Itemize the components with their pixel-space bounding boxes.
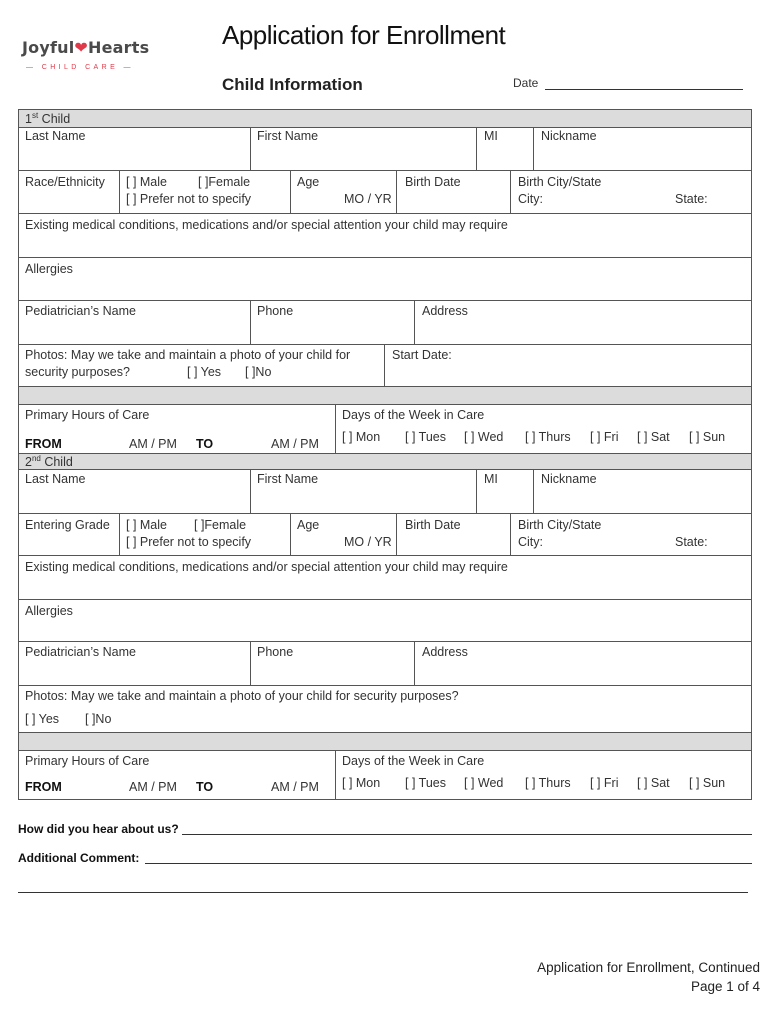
male-checkbox[interactable]: [ ] Male xyxy=(126,518,167,532)
birth-city-state-label: Birth City/State xyxy=(518,518,602,532)
section-title: Child Information xyxy=(222,75,363,94)
tues-checkbox[interactable]: [ ] Tues xyxy=(405,776,446,790)
photos-no-checkbox[interactable]: [ ]No xyxy=(85,712,112,726)
nickname-label: Nickname xyxy=(541,129,597,143)
birth-city-state-cell[interactable] xyxy=(510,514,751,555)
child1-name-row xyxy=(19,128,751,171)
page-number: Page 1 of 4 xyxy=(690,979,760,994)
child2-pediatrician-row xyxy=(19,642,751,686)
prefer-not-checkbox[interactable]: [ ] Prefer not to specify xyxy=(126,535,252,549)
child2-heading-row xyxy=(19,454,751,470)
start-date-cell[interactable] xyxy=(384,345,751,386)
address-label: Address xyxy=(422,645,468,659)
photos-no-checkbox[interactable]: [ ]No xyxy=(245,365,272,379)
thurs-checkbox[interactable]: [ ] Thurs xyxy=(525,776,571,790)
from-ampm[interactable]: AM / PM xyxy=(129,780,177,794)
from-ampm[interactable]: AM / PM xyxy=(129,437,177,451)
enrollment-form xyxy=(18,109,752,800)
from-label: FROM xyxy=(25,437,62,451)
male-checkbox[interactable]: [ ] Male xyxy=(126,175,167,189)
allergies-label: Allergies xyxy=(25,604,73,618)
birth-city-state-cell[interactable] xyxy=(510,171,751,213)
child2-medical-row[interactable] xyxy=(19,556,751,600)
child2-heading: 2nd Child xyxy=(25,454,73,470)
state-label: State: xyxy=(675,535,708,549)
address-cell[interactable] xyxy=(414,642,751,685)
mon-checkbox[interactable]: [ ] Mon xyxy=(342,430,381,444)
date-label: Date xyxy=(513,76,539,90)
photos-question-cont: security purposes? xyxy=(25,365,130,379)
photos-yes-checkbox[interactable]: [ ] Yes xyxy=(187,365,222,379)
thurs-checkbox[interactable]: [ ] Thurs xyxy=(525,430,571,444)
hear-about-label: How did you hear about us? xyxy=(18,822,179,836)
footer-continued: Application for Enrollment, Continued xyxy=(537,960,760,975)
female-checkbox[interactable]: [ ]Female xyxy=(194,518,247,532)
child2-name-row xyxy=(19,470,751,514)
child1-hours-row xyxy=(19,405,751,454)
fri-checkbox[interactable]: [ ] Fri xyxy=(590,776,619,790)
logo-name-part1: Joyful xyxy=(22,38,75,57)
birth-date-label: Birth Date xyxy=(405,175,461,189)
nickname-cell[interactable] xyxy=(533,470,751,513)
logo-name xyxy=(22,38,149,57)
phone-label: Phone xyxy=(257,645,294,659)
last-name-label: Last Name xyxy=(25,129,86,143)
hours-label: Primary Hours of Care xyxy=(25,408,150,422)
address-label: Address xyxy=(422,304,468,318)
wed-checkbox[interactable]: [ ] Wed xyxy=(464,430,504,444)
city-label: City: xyxy=(518,192,543,206)
child2-hours-row xyxy=(19,751,751,799)
child2-details-row xyxy=(19,514,751,556)
age-label: Age xyxy=(297,175,320,189)
days-cell xyxy=(335,751,751,799)
start-date-label: Start Date: xyxy=(392,348,452,362)
mo-yr-label: MO / YR xyxy=(344,192,392,206)
female-checkbox[interactable]: [ ]Female xyxy=(198,175,251,189)
child1-allergies-row[interactable] xyxy=(19,258,751,301)
prefer-not-checkbox[interactable]: [ ] Prefer not to specify xyxy=(126,192,252,206)
medical-label: Existing medical conditions, medications and/or special attention your child may require xyxy=(25,560,508,574)
comment-label: Additional Comment: xyxy=(18,851,140,865)
days-label: Days of the Week in Care xyxy=(342,754,485,768)
last-name-label: Last Name xyxy=(25,472,86,486)
medical-label: Existing medical conditions, medications and/or special attention your child may require xyxy=(25,218,508,232)
photos-question: Photos: May we take and maintain a photo of your child for security purposes? xyxy=(25,689,459,703)
allergies-label: Allergies xyxy=(25,262,73,276)
from-label: FROM xyxy=(25,780,62,794)
date-field[interactable] xyxy=(545,89,743,90)
pediatrician-label: Pediatrician’s Name xyxy=(25,304,136,318)
photos-yes-checkbox[interactable]: [ ] Yes xyxy=(25,712,60,726)
child1-details-row xyxy=(19,171,751,214)
fri-checkbox[interactable]: [ ] Fri xyxy=(590,430,619,444)
days-cell xyxy=(335,405,751,453)
child2-photos-row xyxy=(19,686,751,733)
child1-separator xyxy=(19,387,751,405)
comment-field-line2[interactable] xyxy=(18,892,748,893)
birth-date-label: Birth Date xyxy=(405,518,461,532)
pediatrician-label: Pediatrician’s Name xyxy=(25,645,136,659)
sun-checkbox[interactable]: [ ] Sun xyxy=(689,430,726,444)
child2-allergies-row[interactable] xyxy=(19,600,751,642)
page-title: Application for Enrollment xyxy=(222,20,506,50)
to-label: TO xyxy=(196,780,214,794)
heart-icon: ❤ xyxy=(74,38,89,57)
phone-label: Phone xyxy=(257,304,294,318)
sat-checkbox[interactable]: [ ] Sat xyxy=(637,776,670,790)
sat-checkbox[interactable]: [ ] Sat xyxy=(637,430,670,444)
child1-pediatrician-row xyxy=(19,301,751,345)
city-label: City: xyxy=(518,535,543,549)
logo-subtitle: — CHILD CARE — xyxy=(26,64,134,71)
race-label: Race/Ethnicity xyxy=(25,175,105,189)
hours-label: Primary Hours of Care xyxy=(25,754,150,768)
to-ampm[interactable]: AM / PM xyxy=(271,780,319,794)
child1-heading: 1st Child xyxy=(25,111,71,127)
grade-label: Entering Grade xyxy=(25,518,110,532)
birth-city-state-label: Birth City/State xyxy=(518,175,602,189)
address-cell[interactable] xyxy=(414,301,751,344)
hear-about-field[interactable] xyxy=(182,834,752,835)
first-name-label: First Name xyxy=(257,129,319,143)
to-label: TO xyxy=(196,437,214,451)
mo-yr-label: MO / YR xyxy=(344,535,392,549)
child1-heading-row xyxy=(19,110,751,128)
mon-checkbox[interactable]: [ ] Mon xyxy=(342,776,381,790)
photos-question: Photos: May we take and maintain a photo of your child for xyxy=(25,348,351,362)
comment-field[interactable] xyxy=(145,863,752,864)
state-label: State: xyxy=(675,192,708,206)
child1-medical-row[interactable] xyxy=(19,214,751,258)
logo-name-part2: Hearts xyxy=(88,38,150,57)
wed-checkbox[interactable]: [ ] Wed xyxy=(464,776,504,790)
to-ampm[interactable]: AM / PM xyxy=(271,437,319,451)
nickname-label: Nickname xyxy=(541,472,597,486)
company-logo xyxy=(22,38,152,78)
sun-checkbox[interactable]: [ ] Sun xyxy=(689,776,726,790)
days-label: Days of the Week in Care xyxy=(342,408,485,422)
child2-separator xyxy=(19,733,751,751)
mi-label: MI xyxy=(484,472,498,486)
tues-checkbox[interactable]: [ ] Tues xyxy=(405,430,446,444)
age-label: Age xyxy=(297,518,320,532)
child1-photos-row xyxy=(19,345,751,387)
first-name-label: First Name xyxy=(257,472,319,486)
mi-label: MI xyxy=(484,129,498,143)
nickname-cell[interactable] xyxy=(533,128,751,170)
